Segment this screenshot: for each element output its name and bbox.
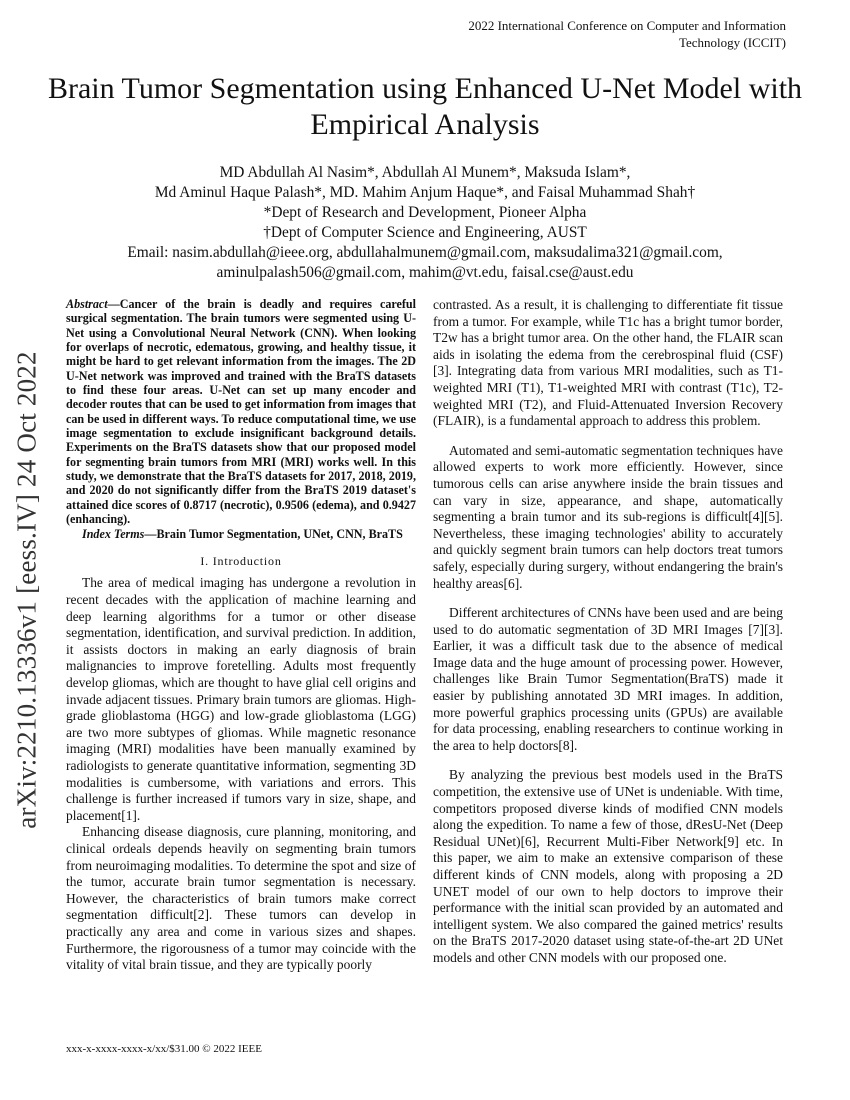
- paper-title: Brain Tumor Segmentation using Enhanced U-Net Model with Empirical Analysis: [47, 72, 803, 141]
- arxiv-identifier: [4, 295, 50, 885]
- copyright-footer: xxx-x-xxxx-xxxx-x/xx/$31.00 © 2022 IEEE: [66, 1043, 262, 1055]
- index-terms-text: —Brain Tumor Segmentation, UNet, CNN, BraTS: [144, 526, 403, 541]
- affiliation-1: *Dept of Research and Development, Pioneer Alpha: [263, 204, 587, 221]
- right-paragraph-1: contrasted. As a result, it is challenging to differentiate fit tissue from a tumor. For example, while T1c has a bright tumor border, T2w has a bright tumor area. On the other hand, the FLAIR scan aids in isolating the edema from the cerebrospinal fluid (CSF)[3]. Integrating data from various MRI modalities, such as T1-weighted MRI (T1), T1-weighted MRI with contrast (T1c), T2-weighted MRI (T2), and Fluid-Attenuated Inversion Recovery (FLAIR), is a fundamental approach to address this problem.: [433, 297, 783, 429]
- arxiv-identifier-text: arXiv:2210.13336v1 [eess.IV] 24 Oct 2022: [11, 351, 42, 829]
- conference-header: [468, 17, 786, 51]
- right-column: [433, 297, 783, 967]
- index-terms: [66, 527, 416, 541]
- conference-line-2: Technology (ICCIT): [678, 35, 786, 50]
- email-line-2: aminulpalash506@gmail.com, mahim@vt.edu, faisal.cse@aust.edu: [216, 264, 634, 281]
- right-paragraph-4: By analyzing the previous best models used in the BraTS competition, the extensive use of UNet is undeniable. With time, competitors proposed diverse kinds of modified CNN models along the expedition. To name a few of those, dResU-Net (Deep Residual UNet)[6], Recurrent Multi-Fiber Network[9] etc. In this paper, we aim to make an extensive comparison of these different kinds of CNN models, along with proposing a 2D UNET model of our own to help doctors to improve their performance with the initial scan provided by an automated and intelligent system. We also compared the gained metrics' results on the BraTS 2017-2020 dataset using state-of-the-art 2D UNet models and other CNN models with our proposed one.: [433, 767, 783, 965]
- author-block: [60, 163, 790, 283]
- abstract-label: Abstract: [66, 297, 108, 311]
- right-paragraph-2: Automated and semi-automatic segmentation techniques have allowed experts to work more efficiently. However, since tumorous cells can arise anywhere inside the brain tissues and can vary in size, appearance, and shape, automatically segmenting a brain tumor and its sub-regions is difficult[4][5]. Nevertheless, these imaging technologies' ability to accurately and quickly segment brain tumors can help doctors treat tumors safely, especially during surgery, without endangering the brain's healthy areas[6].: [433, 442, 783, 591]
- author-line-2: Md Aminul Haque Palash*, MD. Mahim Anjum Haque*, and Faisal Muhammad Shah†: [154, 184, 696, 201]
- email-line-1: Email: nasim.abdullah@ieee.org, abdullahalmunem@gmail.com, maksudalima321@gmail.com,: [127, 244, 723, 261]
- author-line-1: MD Abdullah Al Nasim*, Abdullah Al Munem*, Maksuda Islam*,: [219, 164, 631, 181]
- right-paragraph-3: Different architectures of CNNs have been used and are being used to do automatic segmentation of 3D MRI Images [7][3]. Earlier, it was a difficult task due to the absence of medical Image data and the huge amount of processing power. However, challenges like Brain Tumor Segmentation(BraTS) made it easier by publishing annotated 3D MRI images. In addition, more powerful graphics processing units (GPUs) are available for data processing, enabling researchers to continue working in the area to help doctors[8].: [433, 605, 783, 753]
- abstract: [66, 297, 416, 527]
- index-terms-label: Index Terms: [82, 526, 145, 541]
- conference-line-1: 2022 International Conference on Computer and Information: [468, 18, 786, 33]
- affiliation-2: †Dept of Computer Science and Engineering, AUST: [263, 224, 587, 241]
- left-column: [66, 297, 416, 974]
- section-heading: I. Introduction: [200, 553, 282, 568]
- intro-paragraph-2: Enhancing disease diagnosis, cure planning, monitoring, and clinical ordeals depends heavily on segmenting brain tumors from neuroimaging modalities. To determine the spot and size of the tumor, accurate brain tumor segmentation is necessary. However, the characteristics of brain tumors make correct segmentation difficult[2]. These tumors can develop in practically any area and come in various sizes and shapes. Furthermore, the rigorousness of a tumor may coincide with the vitality of vital brain tissue, and they are typically poorly: [66, 824, 416, 973]
- intro-paragraph-1: The area of medical imaging has undergone a revolution in recent decades with the application of machine learning and deep learning algorithms for a tumor or other disease segmentation, identification, and survival prediction. In addition, it assists doctors in making an early diagnosis of brain malignancies to improve foretelling. Adults most frequently develop gliomas, which are thought to have glial cell origins and invade adjacent tissues. Primary brain tumors are gliomas. High-grade glioblastoma (HGG) and low-grade glioblastoma (LGG) are two more subtypes of gliomas. While magnetic resonance imaging (MRI) modalities have been manually examined by radiologists to generate quantitative information, segmenting 3D modalities is cumbersome, with variations and errors. This challenge is further increased if tumors vary in size, shape, and placement[1].: [66, 575, 416, 823]
- abstract-text: —Cancer of the brain is deadly and requires careful surgical segmentation. The brain tumors were segmented using U-Net using a Convolutional Neural Network (CNN). When looking for overlaps of necrotic, edematous, growing, and healthy tissue, it might be hard to get relevant information from the images. The 2D U-Net network was improved and trained with the BraTS datasets to find these four areas. U-Net can set up many encoder and decoder routes that can be used to get information from images that can be used in different ways. To reduce computational time, we use image segmentation to exclude insignificant background details. Experiments on the BraTS datasets show that our proposed model for segmenting brain tumors from MRI (MRI) works well. In this study, we demonstrate that the BraTS datasets for 2017, 2018, 2019, and 2020 do not significantly differ from the BraTS 2019 dataset's attained dice scores of 0.8717 (necrotic), 0.9506 (edema), and 0.9427 (enhancing).: [66, 297, 416, 527]
